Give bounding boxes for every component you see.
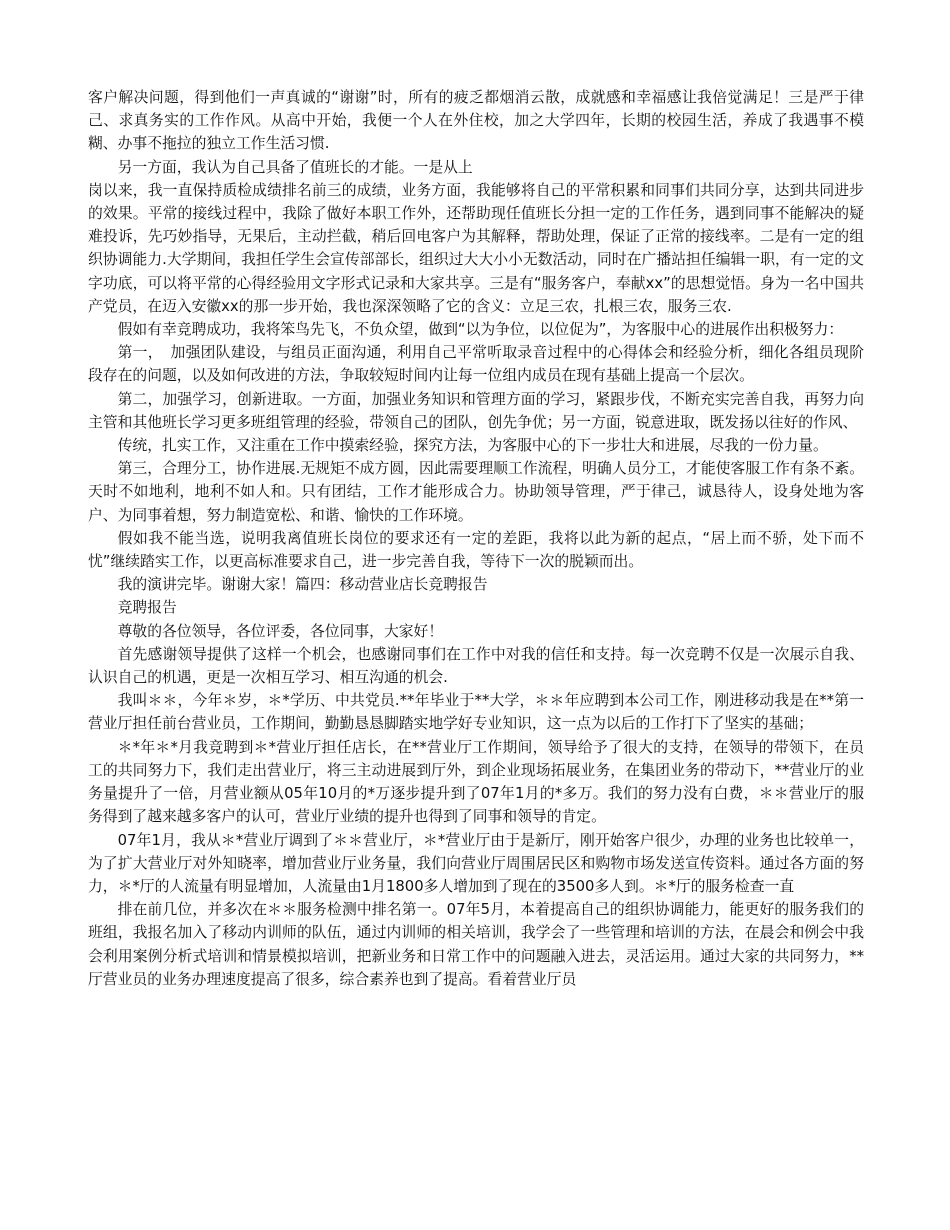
paragraph: 客户解决问题，得到他们一声真诚的“谢谢”时，所有的疲乏都烟消云散，成就感和幸福感让我倍觉满足！三是严于律己、求真务实的工作作风。从高中开始，我便一个人在外住校，加之大学四年，长期的校园生活，养成了我遇事不模糊、办事不拖拉的独立工作生活习惯. xyxy=(88,89,864,153)
paragraph: 第一， 加强团队建设，与组员正面沟通，利用自己平常听取录音过程中的心得体会和经验分析，细化各组员现阶段存在的问题，以及如何改进的方法，争取较短时间内让每一位组内成员在现有基础上提高一个层次。 xyxy=(88,344,864,385)
paragraph: 第二，加强学习，创新进取。一方面，加强业务知识和管理方面的学习，紧跟步伐，不断充实完善自我，再努力向主管和其他班长学习更多班组管理的经验，带领自己的团队，创先争优；另一方面，锐意进取，既发扬以往好的作风、 xyxy=(88,390,864,431)
paragraph: 假如我不能当选，说明我离值班长岗位的要求还有一定的差距，我将以此为新的起点，“居上而不骄，处下而不忧”继续踏实工作，以更高标准要求自己，进一步完善自我，等待下一次的脱颖而出。 xyxy=(88,529,864,571)
paragraph: 另一方面，我认为自己具备了值班长的才能。一是从上 xyxy=(117,158,473,176)
paragraph: 假如有幸竞聘成功，我将笨鸟先飞，不负众望，做到“以为争位，以位促为”，为客服中心的进展作出积极努力： xyxy=(117,321,844,339)
paragraph: 排在前几位，并多次在＊＊服务检测中排名第一。07年5月，本着提高自己的组织协调能力，能更好的服务我们的班组，我报名加入了移动内训师的队伍，通过内训师的相关培训，我学会了一些管理和培训的方法，在晨会和例会中我会利用案例分析式培训和情景模拟培训，把新业务和日常工作中的问题融入进去，灵活运用。通过大家的共同努力，**厅营业员的业务办理速度提高了很多，综合素养也到了提高。看着营业厅员 xyxy=(88,901,864,988)
paragraph: 07年1月，我从＊*营业厅调到了＊＊营业厅，＊*营业厅由于是新厅，刚开始客户很少，办理的业务也比较单一，为了扩大营业厅对外知晓率，增加营业厅业务量，我们向营业厅周围居民区和购物市场发送宣传资料。通过各方面的努力，＊*厅的人流量有明显增加，人流量由1月1800多人增加到了现在的3500多人到。＊*厅的服务检查一直 xyxy=(88,831,864,895)
document-body xyxy=(88,86,864,991)
paragraph: 我叫＊＊，今年＊岁，＊*学历、中共党员.**年毕业于**大学，＊＊年应聘到本公司工作，刚进移动我是在**第一营业厅担任前台营业员，工作期间，勤勤恳恳脚踏实地学好专业知识，这一点为以后的工作打下了坚实的基础； xyxy=(88,692,864,733)
paragraph: 第三，合理分工，协作进展.无规矩不成方圆，因此需要理顺工作流程，明确人员分工，才能使客服工作有条不紊。天时不如地利，地利不如人和。只有团结，工作才能形成合力。协助领导管理，严于律己，诚恳待人，设身处地为客户、为同事着想，努力制造宽松、和谐、愉快的工作环境。 xyxy=(88,460,864,524)
paragraph: 我的演讲完毕。谢谢大家！篇四：移动营业店长竞聘报告 xyxy=(117,576,488,594)
paragraph: ＊*年＊*月我竞聘到＊*营业厅担任店长，在**营业厅工作期间，领导给予了很大的支持，在领导的带领下，在员工的共同努力下，我们走出营业厅，将三主动进展到厅外，到企业现场拓展业务，在集团业务的带动下，**营业厅的业务量提升了一倍，月营业额从05年10月的*万逐步提升到了07年1月的*多万。我们的努力没有白费，＊＊营业厅的服务得到了越来越多客户的认可，营业厅业绩的提升也得到了同事和领导的肯定。 xyxy=(88,738,864,826)
section-heading: 竞聘报告 xyxy=(117,599,177,617)
salutation: 尊敬的各位领导，各位评委，各位同事，大家好！ xyxy=(117,622,444,640)
paragraph: 岗以来，我一直保持质检成绩排名前三的成绩，业务方面，我能够将自己的平常积累和同事们共同分享，达到共同进步的效果。平常的接线过程中，我除了做好本职工作外，还帮助现任值班长分担一定的工作任务，遇到同事不能解决的疑难投诉，先巧妙指导，无果后，主动拦截，稍后回电客户为其解释，帮助处理，保证了正常的接线率。二是有一定的组织协调能力.大学期间，我担任学生会宣传部部长，组织过大大小小无数活动，同时在广播站担任编辑一职，有一定的文字功底，可以将平常的心得经验用文字形式记录和大家共享。三是有“服务客户，奉献xx”的思想觉悟。身为一名中国共产党员，在迈入安徽xx的那一步开始，我也深深领略了它的含义：立足三农，扎根三农，服务三农. xyxy=(88,181,864,315)
paragraph: 传统，扎实工作，又注重在工作中摸索经验，探究方法，为客服中心的下一步壮大和进展，尽我的一份力量。 xyxy=(117,437,828,455)
paragraph: 首先感谢领导提供了这样一个机会，也感谢同事们在工作中对我的信任和支持。每一次竞聘不仅是一次展示自我、认识自己的机遇，更是一次相互学习、相互沟通的机会. xyxy=(88,645,864,687)
